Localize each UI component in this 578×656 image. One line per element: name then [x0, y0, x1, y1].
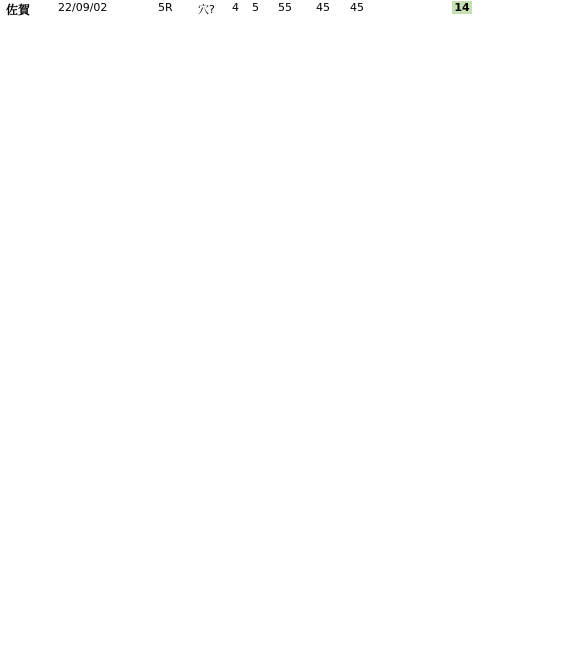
venue-label: 佐賀 [6, 3, 31, 17]
top-num-3: 55 [278, 1, 292, 14]
race-header [0, 0, 578, 16]
top-num-1: 4 [232, 1, 239, 14]
top-num-5: 45 [350, 1, 364, 14]
top-num-4: 45 [316, 1, 330, 14]
top-num-2: 5 [252, 1, 259, 14]
date-label: 22/09/02 [58, 1, 108, 14]
race-number: 5R [158, 1, 173, 14]
corner-number: 14 [452, 1, 472, 14]
pace-label: 穴? [198, 3, 215, 16]
